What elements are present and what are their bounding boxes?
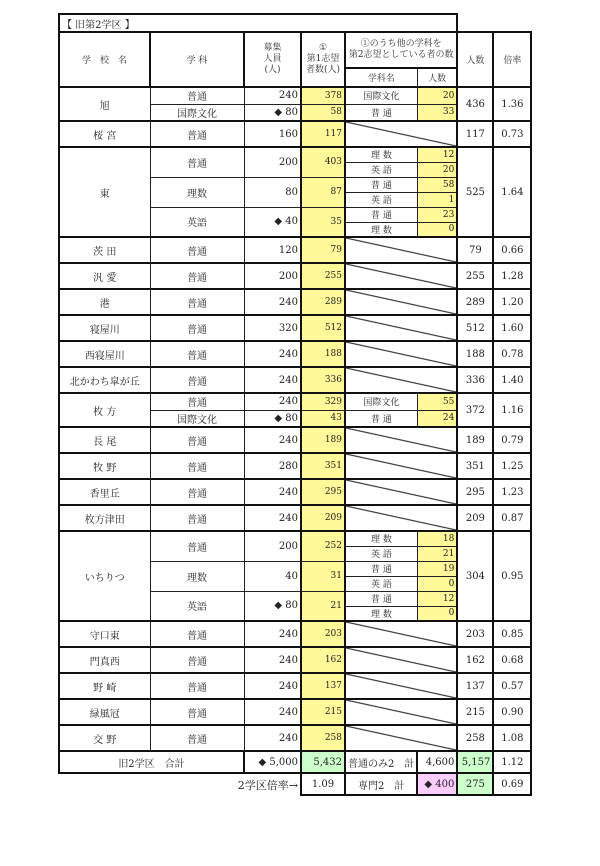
table-row bbox=[59, 341, 531, 367]
recruit-count: 240 bbox=[244, 621, 301, 647]
school-name: 門真西 bbox=[59, 647, 150, 673]
subject-name: 普通 bbox=[150, 479, 244, 505]
empty-diagonal-cell bbox=[345, 427, 457, 453]
school-name: 守口東 bbox=[59, 621, 150, 647]
competition-ratio: 1.08 bbox=[493, 725, 531, 751]
header-recruit: 募集 人員 (人) bbox=[244, 32, 301, 87]
header-second-subject: 学科名 bbox=[345, 68, 417, 87]
district-ratio-label: 2学区倍率→ bbox=[237, 778, 298, 792]
second-choice-subject: 理 数 bbox=[345, 531, 417, 546]
competition-ratio: 1.64 bbox=[493, 147, 531, 237]
empty-diagonal-cell bbox=[345, 647, 457, 673]
applicant-total: 79 bbox=[457, 237, 493, 263]
second-choice-subject: 普 通 bbox=[345, 177, 417, 192]
recruit-count: ◆ 80 bbox=[244, 410, 301, 427]
recruit-count: 240 bbox=[244, 367, 301, 393]
school-name: 西寝屋川 bbox=[59, 341, 150, 367]
subject-name: 普通 bbox=[150, 725, 244, 751]
first-choice-count: 329 bbox=[301, 393, 345, 410]
second-choice-count: 20 bbox=[417, 162, 457, 177]
subject-name: 普通 bbox=[150, 393, 244, 410]
second-choice-count: 0 bbox=[417, 606, 457, 621]
recruit-count: 160 bbox=[244, 121, 301, 147]
second-choice-count: 0 bbox=[417, 576, 457, 591]
competition-ratio: 1.25 bbox=[493, 453, 531, 479]
subject-name: 国際文化 bbox=[150, 410, 244, 427]
applicant-total: 351 bbox=[457, 453, 493, 479]
recruit-count: 240 bbox=[244, 341, 301, 367]
competition-ratio: 1.20 bbox=[493, 289, 531, 315]
school-name: 長 尾 bbox=[59, 427, 150, 453]
competition-ratio: 1.36 bbox=[493, 87, 531, 121]
recruit-count: 240 bbox=[244, 505, 301, 531]
summary-first: 5,432 bbox=[301, 751, 345, 773]
subject-name: 理数 bbox=[150, 561, 244, 591]
subject-name: 普通 bbox=[150, 367, 244, 393]
table-row bbox=[59, 479, 531, 505]
admissions-table-container bbox=[58, 13, 532, 796]
school-name: 北かわち皐が丘 bbox=[59, 367, 150, 393]
header-subject: 学 科 bbox=[150, 32, 244, 87]
recruit-count: ◆ 80 bbox=[244, 104, 301, 121]
second-choice-subject: 理 数 bbox=[345, 222, 417, 237]
first-choice-count: 162 bbox=[301, 647, 345, 673]
subject-name: 普通 bbox=[150, 341, 244, 367]
second-choice-subject: 理 数 bbox=[345, 606, 417, 621]
summary-general-label: 普通のみ2 計 bbox=[345, 751, 417, 773]
second-choice-subject: 普 通 bbox=[345, 591, 417, 606]
table-row bbox=[59, 531, 531, 546]
applicant-total: 295 bbox=[457, 479, 493, 505]
applicant-total: 203 bbox=[457, 621, 493, 647]
school-name: 汎 愛 bbox=[59, 263, 150, 289]
first-choice-count: 215 bbox=[301, 699, 345, 725]
table-row bbox=[59, 147, 531, 162]
second-choice-count: 18 bbox=[417, 531, 457, 546]
header-first-choice: ① 第1志望 者数(人) bbox=[301, 32, 345, 87]
second-choice-subject: 国際文化 bbox=[345, 87, 417, 104]
applicant-total: 189 bbox=[457, 427, 493, 453]
subject-name: 普通 bbox=[150, 315, 244, 341]
second-choice-subject: 普 通 bbox=[345, 104, 417, 121]
subject-name: 普通 bbox=[150, 531, 244, 561]
empty-diagonal-cell bbox=[345, 315, 457, 341]
subject-name: 普通 bbox=[150, 237, 244, 263]
first-choice-count: 209 bbox=[301, 505, 345, 531]
subject-name: 普通 bbox=[150, 673, 244, 699]
second-choice-subject: 普 通 bbox=[345, 410, 417, 427]
table-row bbox=[59, 121, 531, 147]
first-choice-count: 351 bbox=[301, 453, 345, 479]
empty-diagonal-cell bbox=[345, 453, 457, 479]
header-total: 人数 bbox=[457, 32, 493, 87]
recruit-count: ◆ 40 bbox=[244, 207, 301, 237]
competition-ratio: 0.57 bbox=[493, 673, 531, 699]
first-choice-count: 189 bbox=[301, 427, 345, 453]
subject-name: 理数 bbox=[150, 177, 244, 207]
second-choice-count: 19 bbox=[417, 561, 457, 576]
subject-name: 英語 bbox=[150, 591, 244, 621]
subject-name: 普通 bbox=[150, 263, 244, 289]
empty-diagonal-cell bbox=[345, 505, 457, 531]
special-label: 専門2 計 bbox=[345, 773, 417, 795]
first-choice-count: 117 bbox=[301, 121, 345, 147]
school-name: 交 野 bbox=[59, 725, 150, 751]
recruit-count: 240 bbox=[244, 673, 301, 699]
applicant-total: 117 bbox=[457, 121, 493, 147]
first-choice-count: 137 bbox=[301, 673, 345, 699]
table-row bbox=[59, 453, 531, 479]
recruit-count: 240 bbox=[244, 725, 301, 751]
applicant-total: 188 bbox=[457, 341, 493, 367]
subject-name: 普通 bbox=[150, 505, 244, 531]
competition-ratio: 0.90 bbox=[493, 699, 531, 725]
summary-recruit: ◆ 5,000 bbox=[244, 751, 301, 773]
second-choice-count: 21 bbox=[417, 546, 457, 561]
second-choice-count: 23 bbox=[417, 207, 457, 222]
empty-diagonal-cell bbox=[345, 341, 457, 367]
school-name: 緑風冠 bbox=[59, 699, 150, 725]
second-choice-subject: 理 数 bbox=[345, 147, 417, 162]
table-row bbox=[59, 263, 531, 289]
table-row bbox=[59, 647, 531, 673]
recruit-count: 200 bbox=[244, 531, 301, 561]
school-name: 香里丘 bbox=[59, 479, 150, 505]
second-choice-count: 0 bbox=[417, 222, 457, 237]
first-choice-count: 252 bbox=[301, 531, 345, 561]
subject-name: 普通 bbox=[150, 699, 244, 725]
recruit-count: 280 bbox=[244, 453, 301, 479]
table-row bbox=[59, 289, 531, 315]
school-name: 野 崎 bbox=[59, 673, 150, 699]
competition-ratio: 0.85 bbox=[493, 621, 531, 647]
empty-diagonal-cell bbox=[345, 479, 457, 505]
applicant-total: 258 bbox=[457, 725, 493, 751]
first-choice-count: 203 bbox=[301, 621, 345, 647]
school-name: 港 bbox=[59, 289, 150, 315]
school-name: 牧 野 bbox=[59, 453, 150, 479]
applicant-total: 255 bbox=[457, 263, 493, 289]
special-count: ◆ 400 bbox=[417, 773, 457, 795]
applicant-total: 289 bbox=[457, 289, 493, 315]
first-choice-count: 512 bbox=[301, 315, 345, 341]
second-choice-count: 20 bbox=[417, 87, 457, 104]
header-second-choice: ①のうち他の学科を 第2志望としている者の数 bbox=[345, 32, 457, 68]
school-name: いちりつ bbox=[59, 531, 150, 621]
table-row bbox=[59, 621, 531, 647]
empty-diagonal-cell bbox=[345, 699, 457, 725]
applicant-total: 512 bbox=[457, 315, 493, 341]
table-row bbox=[59, 237, 531, 263]
applicant-total: 436 bbox=[457, 87, 493, 121]
recruit-count: 240 bbox=[244, 479, 301, 505]
school-name: 旭 bbox=[59, 87, 150, 121]
competition-ratio: 1.23 bbox=[493, 479, 531, 505]
competition-ratio: 0.87 bbox=[493, 505, 531, 531]
second-choice-count: 55 bbox=[417, 393, 457, 410]
empty-diagonal-cell bbox=[345, 263, 457, 289]
first-choice-count: 31 bbox=[301, 561, 345, 591]
recruit-count: 120 bbox=[244, 237, 301, 263]
competition-ratio: 0.79 bbox=[493, 427, 531, 453]
recruit-count: 240 bbox=[244, 289, 301, 315]
header-second-count: 人数 bbox=[417, 68, 457, 87]
second-choice-count: 33 bbox=[417, 104, 457, 121]
second-choice-count: 12 bbox=[417, 147, 457, 162]
first-choice-count: 295 bbox=[301, 479, 345, 505]
table-row bbox=[59, 427, 531, 453]
header-school: 学 校 名 bbox=[59, 32, 150, 87]
applicant-total: 215 bbox=[457, 699, 493, 725]
school-name: 桜 宮 bbox=[59, 121, 150, 147]
second-choice-count: 1 bbox=[417, 192, 457, 207]
table-row bbox=[59, 87, 531, 104]
applicant-total: 304 bbox=[457, 531, 493, 621]
second-choice-subject: 普 通 bbox=[345, 207, 417, 222]
applicant-total: 137 bbox=[457, 673, 493, 699]
header-ratio: 倍率 bbox=[493, 32, 531, 87]
applicant-total: 372 bbox=[457, 393, 493, 427]
applicant-total: 336 bbox=[457, 367, 493, 393]
first-choice-count: 43 bbox=[301, 410, 345, 427]
subject-name: 普通 bbox=[150, 453, 244, 479]
recruit-count: 320 bbox=[244, 315, 301, 341]
competition-ratio: 0.95 bbox=[493, 531, 531, 621]
first-choice-count: 258 bbox=[301, 725, 345, 751]
empty-diagonal-cell bbox=[345, 725, 457, 751]
recruit-count: 40 bbox=[244, 561, 301, 591]
subject-name: 普通 bbox=[150, 147, 244, 177]
competition-ratio: 1.16 bbox=[493, 393, 531, 427]
empty-diagonal-cell bbox=[345, 121, 457, 147]
recruit-count: 240 bbox=[244, 393, 301, 410]
recruit-count: 240 bbox=[244, 427, 301, 453]
special-ratio: 0.69 bbox=[493, 773, 531, 795]
subject-name: 普通 bbox=[150, 121, 244, 147]
first-choice-count: 35 bbox=[301, 207, 345, 237]
table-row bbox=[59, 393, 531, 410]
subject-name: 英語 bbox=[150, 207, 244, 237]
table-row bbox=[59, 673, 531, 699]
subject-name: 普通 bbox=[150, 289, 244, 315]
applicant-total: 525 bbox=[457, 147, 493, 237]
second-choice-subject: 普 通 bbox=[345, 561, 417, 576]
first-choice-count: 289 bbox=[301, 289, 345, 315]
table-row bbox=[59, 367, 531, 393]
school-name: 東 bbox=[59, 147, 150, 237]
first-choice-count: 403 bbox=[301, 147, 345, 177]
summary-label: 旧2学区 合計 bbox=[59, 751, 244, 773]
summary-ratio: 1.12 bbox=[493, 751, 531, 773]
empty-diagonal-cell bbox=[345, 673, 457, 699]
second-choice-subject: 国際文化 bbox=[345, 393, 417, 410]
school-name: 枚 方 bbox=[59, 393, 150, 427]
second-choice-count: 24 bbox=[417, 410, 457, 427]
summary-general-count: 4,600 bbox=[417, 751, 457, 773]
table-row bbox=[59, 315, 531, 341]
subject-name: 普通 bbox=[150, 647, 244, 673]
competition-ratio: 0.68 bbox=[493, 647, 531, 673]
first-choice-count: 79 bbox=[301, 237, 345, 263]
competition-ratio: 0.66 bbox=[493, 237, 531, 263]
recruit-count: 200 bbox=[244, 263, 301, 289]
empty-diagonal-cell bbox=[345, 367, 457, 393]
empty-diagonal-cell bbox=[345, 237, 457, 263]
school-name: 寝屋川 bbox=[59, 315, 150, 341]
special-total: 275 bbox=[457, 773, 493, 795]
recruit-count: ◆ 80 bbox=[244, 591, 301, 621]
district-title: 【 旧第2学区 】 bbox=[59, 14, 457, 32]
recruit-count: 240 bbox=[244, 699, 301, 725]
empty-diagonal-cell bbox=[345, 289, 457, 315]
first-choice-count: 87 bbox=[301, 177, 345, 207]
recruit-count: 200 bbox=[244, 147, 301, 177]
competition-ratio: 1.40 bbox=[493, 367, 531, 393]
recruit-count: 240 bbox=[244, 647, 301, 673]
applicant-total: 162 bbox=[457, 647, 493, 673]
subject-name: 普通 bbox=[150, 427, 244, 453]
first-choice-count: 188 bbox=[301, 341, 345, 367]
summary-total: 5,157 bbox=[457, 751, 493, 773]
second-choice-subject: 英 語 bbox=[345, 192, 417, 207]
recruit-count: 80 bbox=[244, 177, 301, 207]
competition-ratio: 1.60 bbox=[493, 315, 531, 341]
school-name: 茨 田 bbox=[59, 237, 150, 263]
table-row bbox=[59, 725, 531, 751]
subject-name: 国際文化 bbox=[150, 104, 244, 121]
competition-ratio: 0.73 bbox=[493, 121, 531, 147]
competition-ratio: 1.28 bbox=[493, 263, 531, 289]
competition-ratio: 0.78 bbox=[493, 341, 531, 367]
second-choice-count: 12 bbox=[417, 591, 457, 606]
admissions-table bbox=[58, 13, 532, 796]
second-choice-subject: 英 語 bbox=[345, 576, 417, 591]
first-choice-count: 58 bbox=[301, 104, 345, 121]
table-row bbox=[59, 505, 531, 531]
subject-name: 普通 bbox=[150, 87, 244, 104]
district-ratio: 1.09 bbox=[301, 773, 345, 795]
first-choice-count: 336 bbox=[301, 367, 345, 393]
second-choice-subject: 英 語 bbox=[345, 546, 417, 561]
school-name: 枚方津田 bbox=[59, 505, 150, 531]
recruit-count: 240 bbox=[244, 87, 301, 104]
applicant-total: 209 bbox=[457, 505, 493, 531]
second-choice-subject: 英 語 bbox=[345, 162, 417, 177]
first-choice-count: 255 bbox=[301, 263, 345, 289]
empty-diagonal-cell bbox=[345, 621, 457, 647]
second-choice-count: 58 bbox=[417, 177, 457, 192]
first-choice-count: 21 bbox=[301, 591, 345, 621]
table-row bbox=[59, 699, 531, 725]
subject-name: 普通 bbox=[150, 621, 244, 647]
first-choice-count: 378 bbox=[301, 87, 345, 104]
